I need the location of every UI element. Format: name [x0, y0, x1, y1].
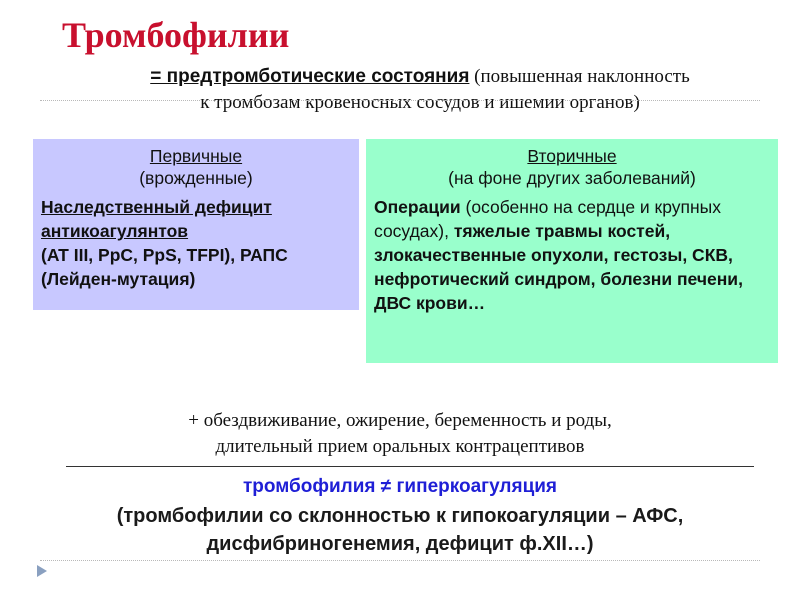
risk-factors-line1: + обездвиживание, ожирение, беременность и роды, — [188, 410, 612, 431]
secondary-body-light-1: (особенно на сердце и крупных сосудах), — [374, 197, 721, 241]
risk-factors — [60, 408, 740, 460]
secondary-box — [366, 139, 778, 363]
secondary-body — [374, 195, 770, 315]
primary-body-underlined: Наследственный дефицит антикоагулянтов — [41, 197, 272, 241]
subtitle-lead-text: = предтромботические состояния — [150, 66, 470, 87]
conclusion-detail — [20, 502, 780, 558]
conclusion-main: тромбофилия ≠ гиперкоагуляция — [242, 476, 558, 497]
divider-middle — [66, 466, 754, 467]
secondary-heading: Вторичные — [527, 146, 617, 166]
divider-top — [40, 100, 760, 101]
primary-body — [41, 195, 351, 291]
secondary-body-bold-1: Операции — [374, 197, 461, 217]
divider-bottom — [40, 560, 760, 561]
subtitle-rest-line2: к тромбозам кровеносных сосудов и ишемии органов) — [200, 92, 640, 113]
subtitle-lead — [150, 66, 469, 87]
subtitle-rest-line1: (повышенная наклонность — [469, 66, 690, 87]
secondary-subheading: (на фоне других заболеваний) — [448, 168, 696, 188]
primary-subheading: (врожденные) — [139, 168, 253, 188]
slide-title: Тромбофилии — [62, 15, 290, 55]
risk-factors-line2: длительный прием оральных контрацептивов — [215, 436, 585, 457]
primary-box — [33, 139, 359, 310]
secondary-body-bold-2: тяжелые травмы костей, злокачественные опухоли, гестозы, СКВ, нефротический синдром, болезни печени, ДВС крови… — [374, 221, 743, 313]
subtitle — [60, 64, 780, 116]
bullet-arrow-icon — [37, 565, 47, 577]
conclusion-line3: дисфибриногенемия, дефицит ф.XII…) — [206, 533, 594, 555]
primary-heading: Первичные — [149, 146, 243, 166]
primary-body-rest: (AT III, PpC, PpS, TFPI), РАПС (Лейден-мутация) — [41, 245, 288, 289]
conclusion-line2: (тромбофилии со склонностью к гипокоагуляции – АФС, — [116, 505, 684, 527]
